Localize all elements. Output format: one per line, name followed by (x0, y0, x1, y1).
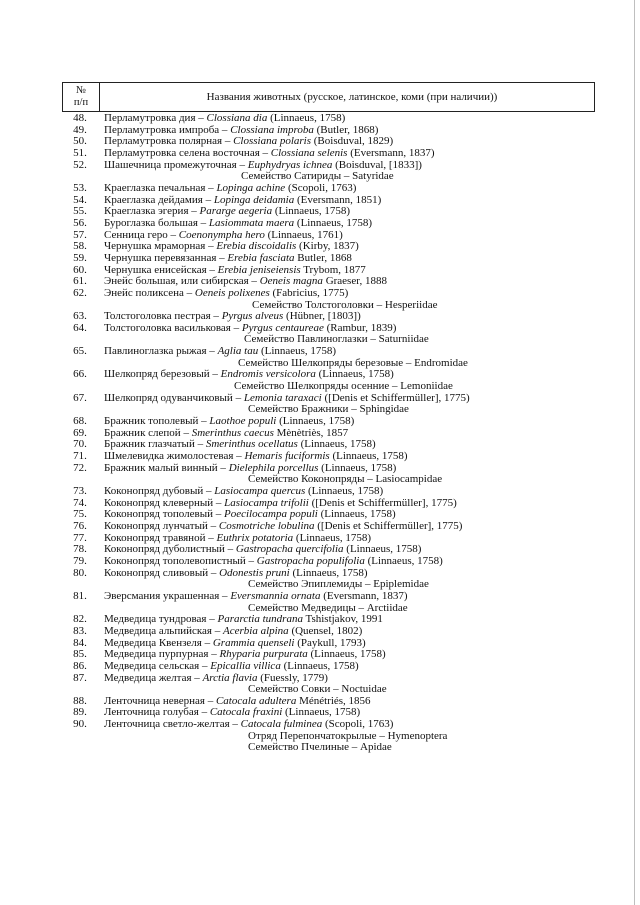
species-latin-name: Lopinga achine (216, 182, 286, 194)
table-row (62, 533, 595, 545)
species-name (98, 638, 595, 650)
species-author: (Linnaeus, 1758) (289, 567, 368, 579)
species-name (98, 311, 595, 323)
species-name (98, 498, 595, 510)
species-name (98, 265, 595, 277)
species-author: (Eversmann, 1837) (347, 147, 435, 159)
species-name (98, 719, 595, 731)
row-number: 80. (73, 566, 87, 579)
species-author: (Fabricius, 1775) (269, 287, 349, 299)
species-author: (Linnaeus, 1758) (294, 217, 373, 229)
table-row (62, 614, 595, 626)
species-latin-name: Oeneis polixenes (194, 287, 270, 299)
table-row (62, 707, 595, 719)
species-author: (Paykull, 1793) (294, 637, 366, 649)
species-name (98, 486, 595, 498)
species-name (98, 288, 595, 300)
species-latin-name: Erebia fasciata (227, 252, 295, 264)
species-latin-name: Lasiommata maera (208, 217, 295, 229)
species-latin-name: Epicallia villica (210, 660, 281, 672)
row-number: 89. (73, 706, 87, 719)
row-number-empty (62, 742, 98, 754)
species-name (98, 206, 595, 218)
header-number-cell (63, 83, 100, 111)
species-name (98, 253, 595, 265)
species-russian-name: Коконопряд травяной – (104, 532, 217, 544)
species-name (98, 439, 595, 451)
species-name (98, 451, 595, 463)
species-author: ([Denis et Schiffermüller], 1775) (308, 497, 457, 509)
species-name (98, 696, 595, 708)
species-russian-name: Бражник слепой – (104, 427, 192, 439)
row-number-empty (62, 731, 98, 743)
row-number: 68. (73, 415, 87, 428)
species-latin-name: Pyrgus centaureae (241, 322, 324, 334)
table-row (62, 195, 595, 207)
species-name (98, 160, 595, 172)
species-latin-name: Coenonympha hero (178, 229, 265, 241)
species-russian-name: Шашечница промежуточная – (104, 159, 248, 171)
row-number: 86. (73, 659, 87, 672)
species-latin-name: Erebia jeniseiensis (217, 264, 301, 276)
table-row (62, 346, 595, 358)
row-number: 90. (73, 718, 87, 731)
species-latin-name: Hemaris fuciformis (244, 451, 330, 463)
species-russian-name: Шелкопряд березовый – (104, 369, 221, 381)
species-author: (Linnaeus, 1758) (276, 416, 355, 428)
table-body (62, 113, 595, 754)
table-row (62, 113, 595, 125)
species-author: ([Denis et Schiffermüller], 1775) (321, 392, 470, 404)
table-row (62, 486, 595, 498)
species-author: (Linnaeus, 1758) (318, 462, 397, 474)
species-latin-name: Lasiocampa quercus (214, 486, 306, 497)
table-row (62, 218, 595, 230)
species-latin-name: Arctia flavia (202, 672, 258, 684)
row-number: 69. (73, 426, 87, 439)
table-row (62, 416, 595, 428)
species-name (98, 125, 595, 137)
table-row (62, 556, 595, 568)
species-name (98, 649, 595, 661)
family-heading (62, 742, 595, 754)
species-name (98, 428, 595, 440)
species-name (98, 113, 595, 125)
species-name (98, 218, 595, 230)
species-author: (Linnaeus, 1758) (267, 113, 346, 124)
species-latin-name: Poecilocampa populi (224, 509, 318, 521)
species-author: (Fuessly, 1779) (257, 672, 328, 684)
family-heading (62, 731, 595, 743)
table-row (62, 439, 595, 451)
table-row (62, 369, 595, 381)
species-author: (Linnaeus, 1758) (343, 544, 422, 556)
table-row (62, 241, 595, 253)
row-number: 66. (73, 368, 87, 381)
species-author: (Linnaeus, 1758) (317, 509, 396, 521)
species-author: (Butler, 1868) (313, 124, 379, 136)
row-number: 75. (73, 508, 87, 521)
species-latin-name: Aglia tau (217, 346, 259, 358)
species-russian-name: Медведица сельская – (104, 660, 211, 672)
species-latin-name: Euphydryas ichnea (247, 159, 333, 171)
row-number: 53. (73, 181, 87, 194)
species-russian-name: Толстоголовка пестрая – (104, 311, 222, 323)
species-name (98, 183, 595, 195)
species-russian-name: Медведица альпийская – (104, 625, 223, 637)
row-number: 63. (73, 310, 87, 323)
species-name (98, 241, 595, 253)
species-author: (Quensel, 1802) (288, 625, 363, 637)
family-heading-text: Семейство Бражники – Sphingidae (248, 404, 409, 416)
species-latin-name: Gastropacha quercifolia (235, 544, 344, 556)
species-name (98, 393, 595, 405)
species-latin-name: Pararctia tundrana (217, 614, 303, 626)
row-number-empty (62, 381, 98, 393)
species-author: (Scopoli, 1763) (322, 719, 394, 731)
table-row (62, 451, 595, 463)
table-row (62, 253, 595, 265)
species-author: Trybom, 1877 (300, 264, 366, 276)
family-heading (62, 684, 595, 696)
table-row (62, 544, 595, 556)
table-row (62, 311, 595, 323)
header-title-cell (100, 83, 594, 111)
family-heading-text: Семейство Коконопряды – Lasiocampidae (248, 474, 443, 486)
table-row (62, 160, 595, 172)
table-row (62, 428, 595, 440)
species-author: (Boisduval, [1833]) (332, 159, 422, 171)
species-russian-name: Перламутровка дия – (104, 113, 207, 124)
row-number: 61. (73, 275, 87, 288)
row-number: 81. (73, 589, 87, 602)
species-name (98, 626, 595, 638)
species-author: (Scopoli, 1763) (285, 182, 357, 194)
species-author: (Linnaeus, 1758) (282, 707, 361, 719)
table-row (62, 509, 595, 521)
species-name (98, 521, 595, 533)
species-russian-name: Коконопряд тополевый – (104, 509, 225, 521)
species-russian-name: Медведица пурпурная – (104, 649, 220, 661)
species-name (98, 568, 595, 580)
row-number: 76. (73, 519, 87, 532)
species-latin-name: Catocala adultera (215, 695, 297, 707)
species-latin-name: Acerbia alpina (223, 625, 289, 637)
row-number: 58. (73, 240, 87, 253)
row-number: 56. (73, 216, 87, 229)
species-author: (Linnaeus, 1758) (364, 555, 443, 567)
family-heading-text: Отряд Перепончатокрылые – Hymenoptera (248, 730, 448, 742)
species-author: (Linnaeus, 1758) (280, 660, 359, 672)
species-author: (Linnaeus, 1758) (329, 451, 408, 463)
row-number: 87. (73, 671, 87, 684)
table-row (62, 206, 595, 218)
table-row (62, 673, 595, 685)
species-name (98, 463, 595, 475)
species-russian-name: Краеглазка эгерия – (104, 206, 200, 218)
row-number: 60. (73, 263, 87, 276)
species-name (98, 614, 595, 626)
table-row (62, 463, 595, 475)
header-number-abbr: п/п (73, 97, 89, 108)
species-name (98, 533, 595, 545)
species-author: (Boisduval, 1829) (311, 136, 394, 148)
species-author: (Eversmann, 1851) (294, 194, 382, 206)
page-edge-line (634, 0, 635, 905)
species-russian-name: Бражник тополевый – (104, 416, 210, 428)
row-number: 83. (73, 624, 87, 637)
family-heading-text: Семейство Пчелиные – Apidae (248, 742, 392, 754)
family-heading (62, 603, 595, 615)
species-russian-name: Шелкопряд одуванчиковый – (104, 392, 244, 404)
row-number: 88. (73, 694, 87, 707)
table-row (62, 591, 595, 603)
species-name (98, 556, 595, 568)
species-russian-name: Ленточница неверная – (104, 695, 216, 707)
family-heading (62, 404, 595, 416)
family-heading-text: Семейство Медведицы – Arctiidae (248, 602, 408, 614)
row-number: 74. (73, 496, 87, 509)
species-author: (Eversmann, 1837) (320, 590, 408, 602)
species-author: (Rambur, 1839) (323, 322, 397, 334)
table-row (62, 288, 595, 300)
species-latin-name: Catocala fraxini (209, 707, 283, 719)
species-latin-name: Grammia quenseli (212, 637, 295, 649)
row-number: 79. (73, 554, 87, 567)
species-russian-name: Шмелевидка жимолостевая – (104, 451, 245, 463)
species-author: (Linnaeus, 1758) (297, 439, 376, 451)
header-number-symbol: № (75, 85, 87, 96)
species-latin-name: Pyrgus alveus (221, 311, 284, 323)
family-heading-text: Семейство Совки – Noctuidae (248, 684, 387, 696)
species-russian-name: Медведица тундровая – (104, 614, 218, 626)
row-number: 52. (73, 158, 87, 171)
species-latin-name: Oeneis magna (259, 276, 323, 288)
species-russian-name: Бражник малый винный – (104, 462, 229, 474)
table-row (62, 136, 595, 148)
species-russian-name: Краеглазка дейдамия – (104, 194, 214, 206)
table-row (62, 265, 595, 277)
species-russian-name: Энейс большая, или сибирская – (104, 276, 260, 288)
species-name (98, 148, 595, 160)
row-number: 59. (73, 251, 87, 264)
table-row (62, 498, 595, 510)
species-russian-name: Энейс поликсена – (104, 287, 195, 299)
species-author: (Hübner, [1803]) (283, 311, 361, 323)
species-name (98, 230, 595, 242)
family-heading-text: Семейство Шелкопряды осенние – Lemoniidae (234, 381, 453, 393)
table-row (62, 649, 595, 661)
species-author: (Linnaeus, 1758) (258, 346, 337, 358)
species-name (98, 591, 595, 603)
family-heading (62, 334, 595, 346)
species-latin-name: Catocala fulminea (240, 719, 323, 731)
species-russian-name: Ленточница голубая – (104, 707, 210, 719)
species-latin-name: Erebia discoidalis (216, 241, 297, 253)
species-table (62, 82, 595, 754)
species-latin-name: Lemonia taraxaci (243, 392, 322, 404)
species-author: (Linnaeus, 1761) (264, 229, 343, 241)
family-heading-text: Семейство Сатириды – Satyridae (241, 171, 394, 183)
family-heading-text: Семейство Эпиплемиды – Epiplemidae (248, 579, 429, 591)
family-heading (62, 579, 595, 591)
row-number: 57. (73, 228, 87, 241)
species-latin-name: Gastropacha populifolia (256, 555, 365, 567)
species-russian-name: Чернушка енисейская – (104, 264, 218, 276)
species-name (98, 707, 595, 719)
species-russian-name: Толстоголовка васильковая – (104, 322, 242, 334)
species-latin-name: Clossiana dia (206, 113, 268, 124)
species-russian-name: Коконопряд клеверный – (104, 497, 225, 509)
species-latin-name: Smerinthus ocellatus (205, 439, 298, 451)
species-name (98, 323, 595, 335)
species-author: (Linnaeus, 1758) (293, 532, 372, 544)
species-latin-name: Euthrix potatoria (216, 532, 294, 544)
species-latin-name: Dielephila porcellus (228, 462, 319, 474)
family-heading (62, 381, 595, 393)
species-name (98, 509, 595, 521)
species-russian-name: Павлиноглазка рыжая – (104, 346, 218, 358)
row-number: 65. (73, 345, 87, 358)
species-latin-name: Clossiana selenis (270, 147, 348, 159)
species-author: (Linnaeus, 1758) (272, 206, 351, 218)
table-row (62, 521, 595, 533)
species-russian-name: Сенница геро – (104, 229, 179, 241)
table-row (62, 719, 595, 731)
row-number: 77. (73, 531, 87, 544)
species-russian-name: Эверсмания украшенная – (104, 590, 231, 602)
row-number: 84. (73, 636, 87, 649)
species-latin-name: Odonestis pruni (219, 567, 290, 579)
species-latin-name: Cosmotriche lobulina (218, 520, 315, 532)
species-russian-name: Бражник глазчатый – (104, 439, 206, 451)
species-russian-name: Перламутровка селена восточная – (104, 147, 271, 159)
row-number: 50. (73, 135, 87, 148)
species-latin-name: Smerinthus caecus (191, 427, 274, 439)
table-row (62, 626, 595, 638)
row-number: 49. (73, 123, 87, 136)
species-russian-name: Перламутровка полярная – (104, 136, 234, 148)
row-number: 48. (73, 112, 87, 124)
row-number: 85. (73, 648, 87, 661)
species-russian-name: Перламутровка импроба – (104, 124, 231, 136)
species-name (98, 136, 595, 148)
family-heading (62, 474, 595, 486)
species-name (98, 416, 595, 428)
species-latin-name: Clossiana polaris (233, 136, 312, 148)
species-russian-name: Чернушка перевязанная – (104, 252, 228, 264)
species-russian-name: Коконопряд лунчатый – (104, 520, 219, 532)
table-row (62, 568, 595, 580)
row-number: 64. (73, 321, 87, 334)
species-latin-name: Lopinga deidamia (213, 194, 295, 206)
table-header (62, 82, 595, 112)
species-author: (Linnaeus, 1758) (307, 649, 386, 661)
family-heading (62, 171, 595, 183)
species-author: Butler, 1868 (294, 252, 352, 264)
species-name (98, 544, 595, 556)
species-latin-name: Laothoe populi (209, 416, 277, 428)
row-number: 72. (73, 461, 87, 474)
table-row (62, 638, 595, 650)
species-russian-name: Краеглазка печальная – (104, 182, 217, 194)
family-heading-text: Семейство Павлиноглазки – Saturniidae (244, 334, 429, 346)
species-russian-name: Буроглазка большая – (104, 217, 209, 229)
table-row (62, 276, 595, 288)
species-author: (Kirby, 1837) (296, 241, 359, 253)
species-author: Graeser, 1888 (322, 276, 387, 288)
species-latin-name: Rhyparia purpurata (219, 649, 308, 661)
row-number: 62. (73, 286, 87, 299)
species-latin-name: Lasiocampa trifolii (224, 497, 309, 509)
species-author: Tshistjakov, 1991 (302, 614, 383, 626)
row-number: 73. (73, 485, 87, 497)
species-author: ([Denis et Schiffermüller], 1775) (314, 520, 463, 532)
row-number: 78. (73, 543, 87, 556)
species-name (98, 673, 595, 685)
species-name (98, 661, 595, 673)
species-name (98, 369, 595, 381)
row-number: 67. (73, 391, 87, 404)
table-row (62, 148, 595, 160)
row-number: 82. (73, 613, 87, 626)
row-number: 71. (73, 450, 87, 463)
species-name (98, 276, 595, 288)
table-row (62, 230, 595, 242)
family-heading (62, 300, 595, 312)
species-author: (Linnaeus, 1758) (305, 486, 384, 497)
row-number: 54. (73, 193, 87, 206)
family-heading (62, 358, 595, 370)
table-row (62, 696, 595, 708)
species-name (98, 195, 595, 207)
species-name (98, 346, 595, 358)
species-latin-name: Endromis versicolora (220, 369, 316, 381)
table-row (62, 323, 595, 335)
species-latin-name: Eversmannia ornata (230, 590, 321, 602)
row-number: 55. (73, 205, 87, 218)
family-heading-text: Семейство Толстоголовки – Hesperiidae (252, 299, 438, 311)
species-russian-name: Медведица желтая – (104, 672, 203, 684)
family-heading-text: Семейство Шелкопряды березовые – Endromidae (238, 357, 468, 369)
table-row (62, 661, 595, 673)
species-russian-name: Ленточница светло-желтая – (104, 719, 241, 731)
species-russian-name: Коконопряд сливовый – (104, 567, 220, 579)
species-russian-name: Коконопряд тополевопистный – (104, 555, 257, 567)
species-latin-name: Pararge aegeria (199, 206, 273, 218)
header-title: Названия животных (русское, латинское, коми (при наличии)) (206, 91, 498, 103)
species-russian-name: Коконопряд дуболистный – (104, 544, 236, 556)
species-author: (Linnaeus, 1758) (315, 369, 394, 381)
species-latin-name: Clossiana improba (230, 124, 314, 136)
species-russian-name: Чернушка мраморная – (104, 241, 217, 253)
table-row (62, 125, 595, 137)
species-author: Ménétriés, 1856 (296, 695, 371, 707)
table-row (62, 183, 595, 195)
species-author: Mènètriès, 1857 (273, 427, 349, 439)
row-number: 51. (73, 146, 87, 159)
row-number: 70. (73, 438, 87, 451)
species-russian-name: Медведица Квензеля – (104, 637, 213, 649)
species-russian-name: Коконопряд дубовый – (104, 486, 215, 497)
table-row (62, 393, 595, 405)
